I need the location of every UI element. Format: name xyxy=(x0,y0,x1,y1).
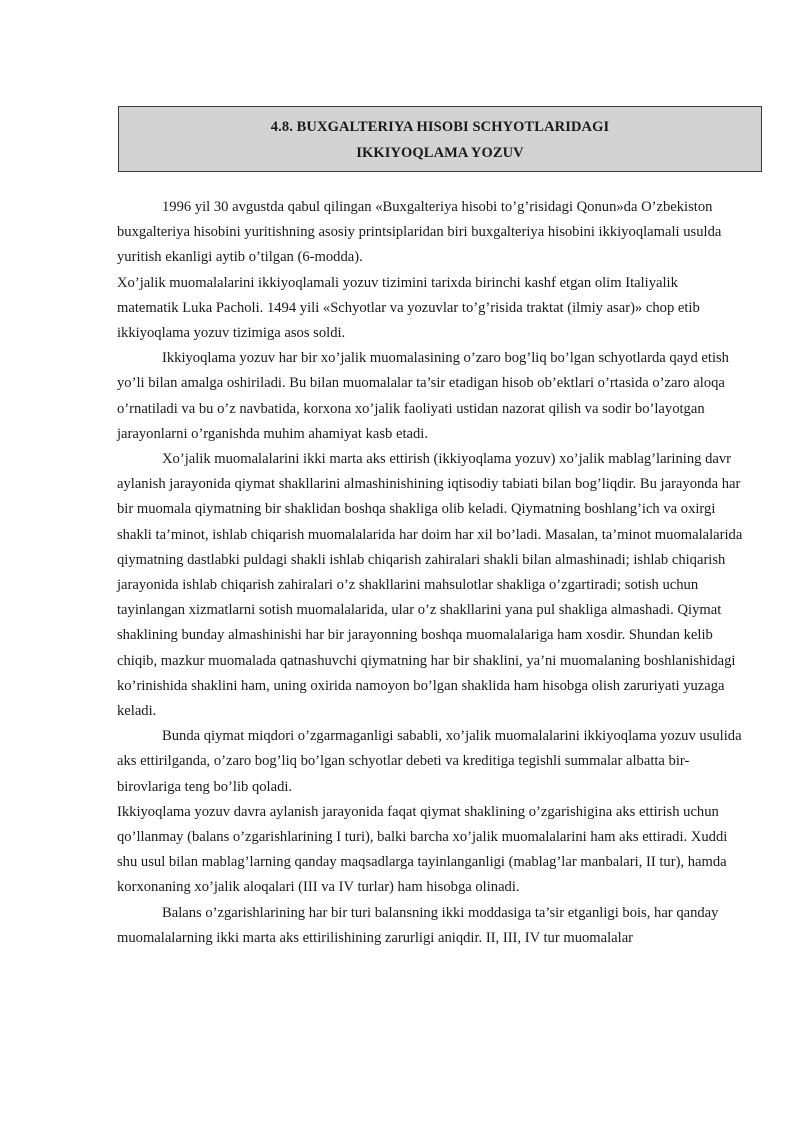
paragraph: Ikkiyoqlama yozuv davra aylanish jarayonida faqat qiymat shaklining o’zgarishigina aks ettirish uchun qo’llanmay (balans o’zgarishlarining I turi), balki barcha xo’jalik muomalalarini ham aks ettiradi. Xuddi shu usul bilan mablag’larning qanday maqsadlarga tayinlanganligi (mablag’lar manbalari, II tur), hamda korxonaning xo’jalik aloqalari (III va IV turlar) ham hisobga olinadi. xyxy=(117,803,728,896)
paragraph: Xo’jalik muomalalarini ikkiyoqlamali yozuv tizimini tarixda birinchi kashf etgan olim Italiyalik matematik Luka Pacholi. 1494 yili «Schyotlar va yozuvlar to’g’risida traktat (ilmiy asar)» chop etib ikkiyoqlama yozuv tizimiga asos soldi. xyxy=(117,274,700,342)
paragraph: Ikkiyoqlama yozuv har bir xo’jalik muomalasining o’zaro bog’liq bo’lgan schyotlarda qayd etish yo’li bilan amalga oshiriladi. Bu bilan muomalalar ta’sir etadigan hisob ob’ektlari o’rtasida o’zaro aloqa o’rnatiladi va bu o’z navbatida, korxona xo’jalik faoliyati ustidan nazorat qilish va sodir bo’layotgan jarayonlarni o’rganishda muhim ahamiyat kasb etadi. xyxy=(117,350,729,442)
paragraph: Xo’jalik muomalalarini ikki marta aks ettirish (ikkiyoqlama yozuv) xo’jalik mablag’larining davr aylanish jarayonida qiymat shakllarini almashinishining iqtisodiy tabiati bilan bog’liqdir. Bu jarayonda har bir muomala qiymatning bir shaklidan boshqa shakliga olib keladi. Qiymatning boshlang’ich va oxirgi shakli ta’minot, ishlab chiqarish muomalalarida har doim har xil bo’ladi. Masalan, ta’minot muomalalarida qiymatning dastlabki puldagi shakli ishlab chiqarish zahiralari shakli bilan almashinadi; ishlab chiqarish jarayonida ishlab chiqarish zahiralari o’z shakllarini mahsulotlar shakliga o’zgartiradi; sotish uchun tayinlangan xizmatlarni sotish muomalalarida, ular o’z shakllarini yana pul shakliga almashadi. Qiymat shaklining bunday almashinishi har bir jarayonning boshqa muomalalariga ham xosdir. Shundan kelib chiqib, mazkur muomalada qatnashuvchi qiymatning har bir shaklini, ya’ni muomalaning boshlanishidagi ko’rinishida shaklini ham, uning oxirida namoyon bo’lgan shaklida ham hisobga olish zaruriyati yuzaga keladi. xyxy=(117,451,743,720)
body-text xyxy=(117,195,743,951)
paragraph: Balans o’zgarishlarining har bir turi balansning ikki moddasiga ta’sir etganligi bois, har qanday muomalalarning ikki marta aks ettirilishining zarurligi aniqdir. II, III, IV tur muomalalar xyxy=(117,904,719,946)
paragraph: Bunda qiymat miqdori o’zgarmaganligi sababli, xo’jalik muomalalarini ikkiyoqlama yozuv usulida aks ettirilganda, o’zaro bog’liq bo’lgan schyotlar debeti va kreditiga tegishli summalar albatta bir-birovlariga teng bo’lib qoladi. xyxy=(117,728,742,795)
section-heading-line-1: 4.8. BUXGALTERIYA HISOBI SCHYOTLARIDAGI xyxy=(270,119,610,135)
section-heading-line-2: IKKIYOQLAMA YOZUV xyxy=(356,145,524,161)
paragraph: 1996 yil 30 avgustda qabul qilingan «Buxgalteriya hisobi to’g’risidagi Qonun»da O’zbekiston buxgalteriya hisobini yuritishning asosiy printsiplaridan biri buxgalteriya hisobini ikkiyoqlamali usulda yuritish ekanligi aytib o’tilgan (6-modda). xyxy=(117,199,722,266)
section-heading-box xyxy=(118,106,762,172)
